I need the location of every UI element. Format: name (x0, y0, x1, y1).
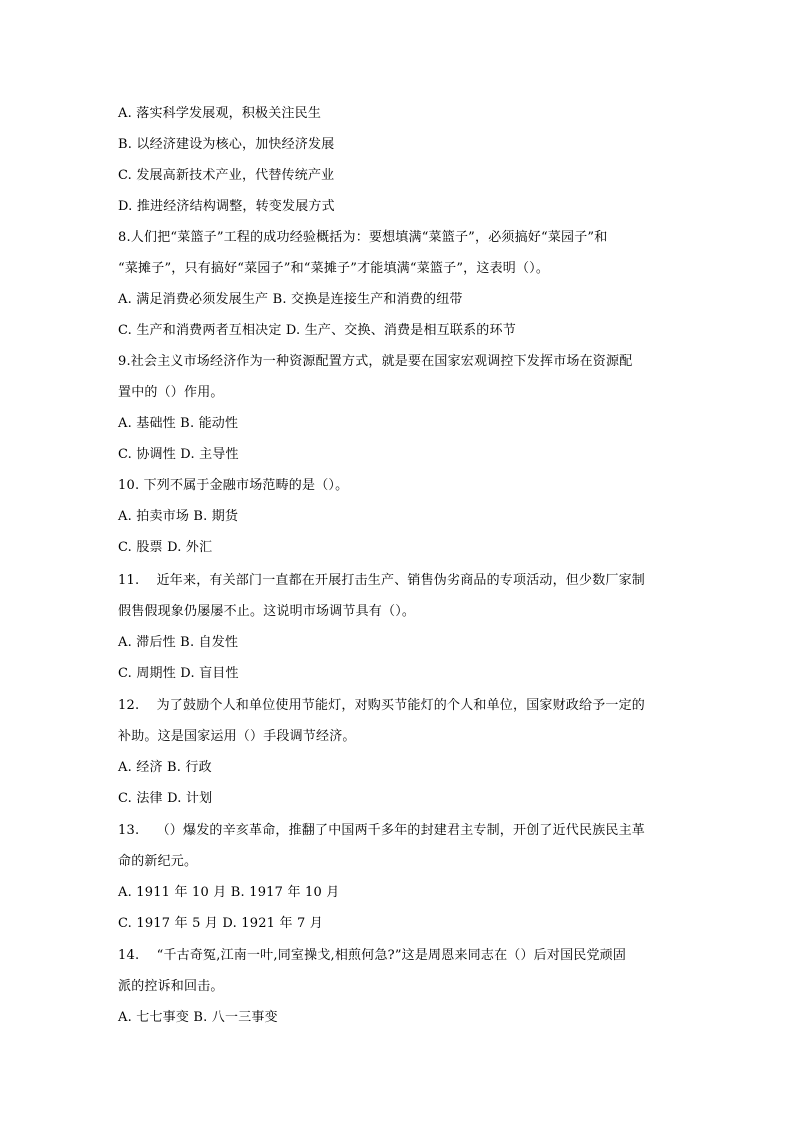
options-9-cd: C. 协调性 D. 主导性 (118, 447, 239, 462)
options-10-ab: A. 拍卖市场 B. 期货 (118, 509, 239, 524)
question-13-line-1: 13. （）爆发的辛亥革命，推翻了中国两千多年的封建君主专制，开创了近代民族民主革 (118, 823, 646, 838)
options-11-cd: C. 周期性 D. 盲目性 (118, 666, 239, 681)
option-7c: C. 发展高新技术产业，代替传统产业 (118, 168, 335, 183)
question-14-line-2: 派的控诉和回击。 (118, 979, 224, 994)
options-8-cd: C. 生产和消费两者互相决定 D. 生产、交换、消费是相互联系的环节 (118, 323, 516, 338)
question-8-line-2: “菜摊子”，只有搞好“菜园子”和“菜摊子”才能填满“菜篮子”，这表明（）。 (118, 261, 550, 276)
option-7d: D. 推进经济结构调整，转变发展方式 (118, 199, 335, 214)
question-11-line-2: 假售假现象仍屡屡不止。这说明市场调节具有（）。 (118, 604, 416, 619)
options-12-cd: C. 法律 D. 计划 (118, 791, 213, 806)
option-7a: A. 落实科学发展观，积极关注民生 (118, 106, 322, 121)
options-13-cd: C. 1917 年 5 月 D. 1921 年 7 月 (118, 916, 324, 931)
question-13-line-2: 命的新纪元。 (118, 854, 198, 869)
option-7b: B. 以经济建设为核心，加快经济发展 (118, 137, 335, 152)
question-12-line-1: 12. 为了鼓励个人和单位使用节能灯，对购买节能灯的个人和单位，国家财政给予一定的 (118, 698, 646, 713)
options-13-ab: A. 1911 年 10 月 B. 1917 年 10 月 (118, 885, 340, 900)
question-10: 10. 下列不属于金融市场范畴的是（）。 (118, 478, 349, 493)
question-9-line-2: 置中的（）作用。 (118, 385, 224, 400)
options-11-ab: A. 滞后性 B. 自发性 (118, 635, 239, 650)
options-14-ab: A. 七七事变 B. 八一三事变 (118, 1010, 278, 1025)
question-14-line-1: 14. “千古奇冤,江南一叶,同室操戈,相煎何急?”这是周恩来同志在（）后对国民党顽固 (118, 948, 627, 963)
options-10-cd: C. 股票 D. 外汇 (118, 540, 213, 555)
question-8-line-1: 8.人们把“菜篮子”工程的成功经验概括为：要想填满“菜篮子”，必须搞好“菜园子”和 (118, 230, 608, 245)
question-12-line-2: 补助。这是国家运用（）手段调节经济。 (118, 729, 356, 744)
options-12-ab: A. 经济 B. 行政 (118, 760, 212, 775)
question-11-line-1: 11. 近年来，有关部门一直都在开展打击生产、销售伪劣商品的专项活动，但少数厂家制 (118, 573, 646, 588)
options-9-ab: A. 基础性 B. 能动性 (118, 416, 239, 431)
question-9-line-1: 9.社会主义市场经济作为一种资源配置方式，就是要在国家宏观调控下发挥市场在资源配 (118, 354, 633, 369)
options-8-ab: A. 满足消费必须发展生产 B. 交换是连接生产和消费的纽带 (118, 292, 463, 307)
